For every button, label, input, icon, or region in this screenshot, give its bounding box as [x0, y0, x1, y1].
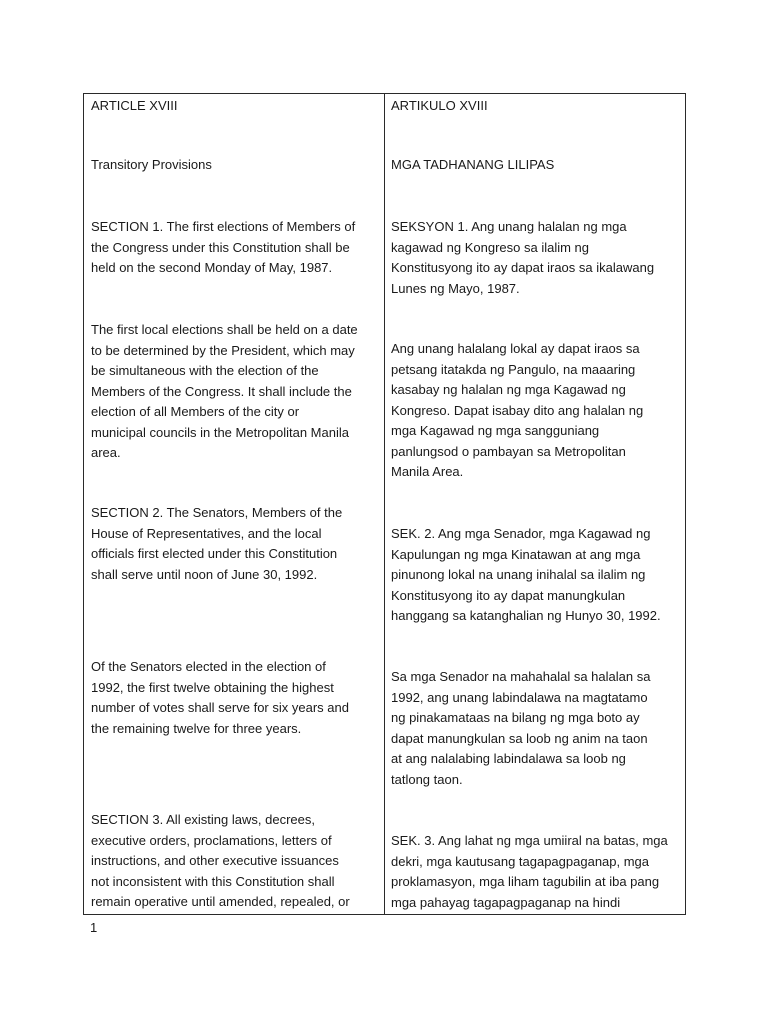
page-number: 1 — [90, 920, 98, 935]
seksyon-1-paragraph-2: Ang unang halalang lokal ay dapat iraos sa petsang itatakda ng Pangulo, na maaaring kasabay ng halalan ng mga Kagawad ng Kongreso. Dapat isabay dito ang halalan ng mga Kagawad ng mga sangguniang panlungsod o pambayan sa Metropolitan Manila Area. — [391, 341, 644, 479]
section-2-paragraph-2: Of the Senators elected in the election of 1992, the first twelve obtaining the highest number of votes shall serve for six years and the remaining twelve for three years. — [91, 659, 349, 736]
seksyon-1-text: SEKSYON 1. Ang unang halalan ng mga kagawad ng Kongreso sa ilalim ng Konstitusyong ito ay dapat iraos sa ikalawang Lunes ng Mayo, 1987. — [391, 219, 655, 296]
artikulo-heading: ARTIKULO XVIII — [391, 98, 488, 113]
bilingual-table — [83, 93, 686, 915]
article-heading: ARTICLE XVIII — [91, 98, 178, 113]
seksyon-3-text: SEK. 3. Ang lahat ng mga umiiral na batas, mga dekri, mga kautusang tagapagpaganap, mga proklamasyon, mga liham tagubilin at iba pang mga pahayag tagapagpaganap na hindi — [391, 833, 668, 910]
column-divider — [384, 94, 385, 914]
section-1-paragraph-2: The first local elections shall be held on a date to be determined by the President, which may be simultaneous with the election of the Members of the Congress. It shall include the election of all Members of the city or municipal councils in the Metropolitan Manila area. — [91, 322, 358, 460]
section-1-text: SECTION 1. The first elections of Members of the Congress under this Constitution shall be held on the second Monday of May, 1987. — [91, 219, 356, 275]
seksyon-2-paragraph-2: Sa mga Senador na mahahalal sa halalan sa 1992, ang unang labindalawa na magtatamo ng pinakamataas na bilang ng mga boto ay dapat manungkulan sa loob ng anim na taon at ang nalalabing labindalawa sa loob ng tatlong taon. — [391, 669, 651, 787]
section-2-text: SECTION 2. The Senators, Members of the House of Representatives, and the local officials first elected under this Constitution shall serve until noon of June 30, 1992. — [91, 505, 343, 582]
section-3-text: SECTION 3. All existing laws, decrees, executive orders, proclamations, letters of instructions, and other executive issuances not inconsistent with this Constitution shall remain operative until amended, repealed, or — [91, 812, 350, 909]
seksyon-2-text: SEK. 2. Ang mga Senador, mga Kagawad ng Kapulungan ng mga Kinatawan at ang mga pinunong lokal na unang inihalal sa ilalim ng Konstitusyong ito ay dapat manungkulan hanggang sa katanghalian ng Hunyo 30, 1992. — [391, 526, 661, 623]
article-title: Transitory Provisions — [91, 157, 212, 172]
artikulo-title: MGA TADHANANG LILIPAS — [391, 157, 555, 172]
